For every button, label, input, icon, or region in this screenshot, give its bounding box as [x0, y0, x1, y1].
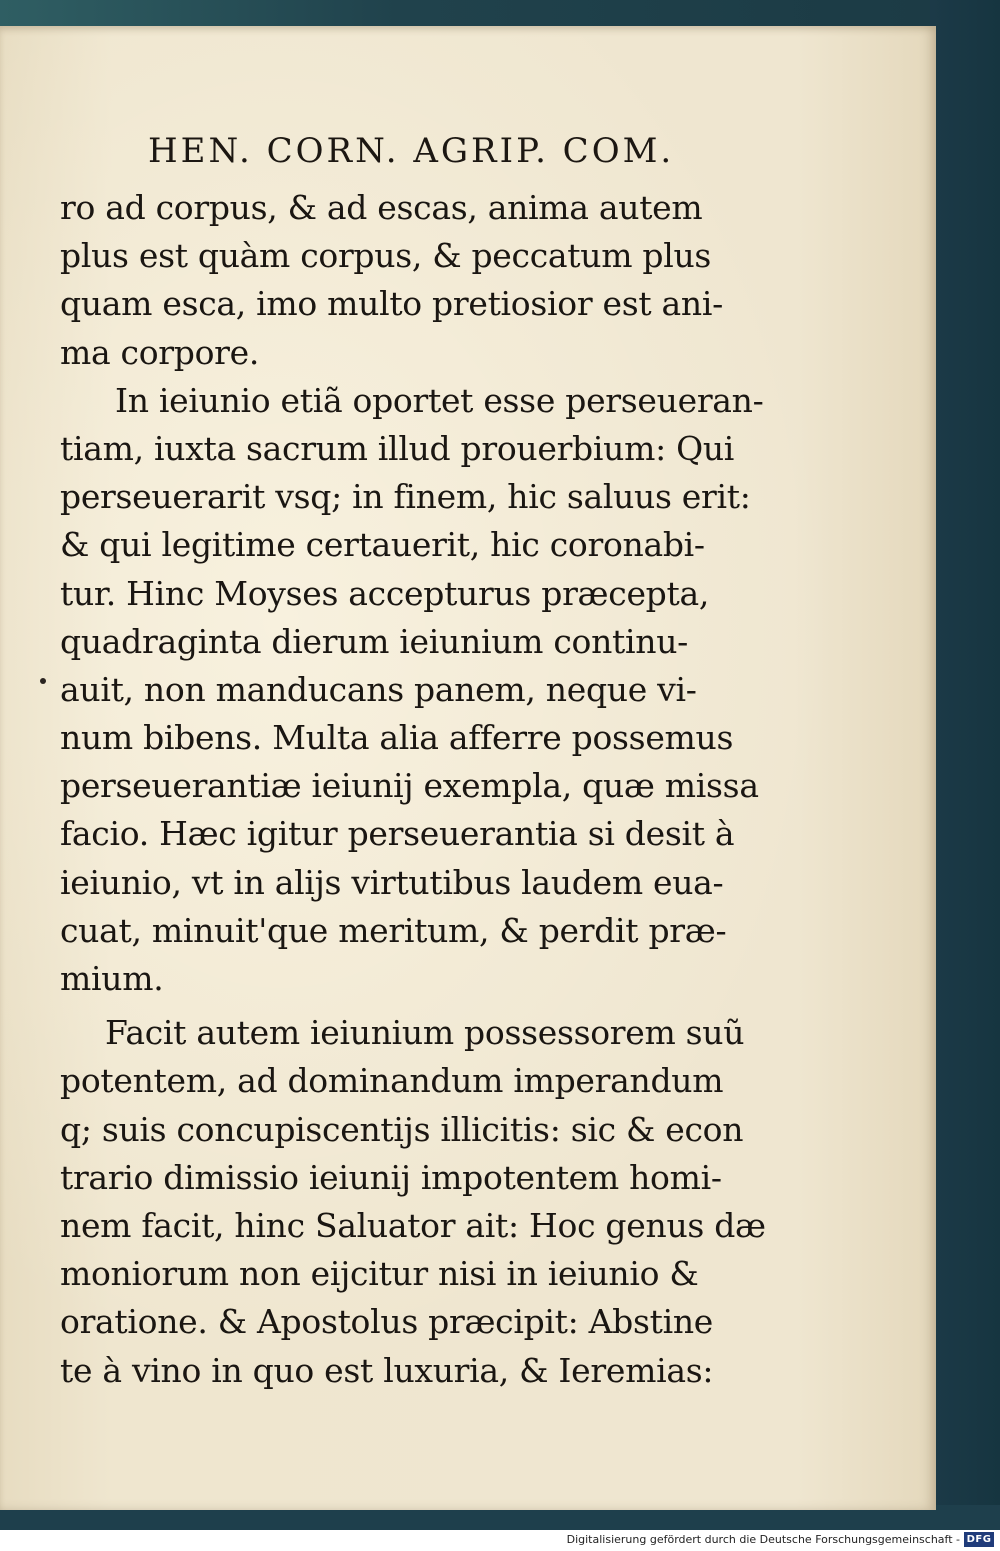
text-line: moniorum non eijcitur nisi in ieiunio & — [60, 1254, 699, 1294]
text-line: ro ad corpus, & ad escas, anima autem — [60, 188, 703, 227]
text-line: num bibens. Multa alia afferre possemus — [60, 718, 734, 758]
text-line: oratione. & Apostolus præcipit: Abstine — [60, 1302, 714, 1342]
text-line: quadraginta dierum ieiunium continu- — [60, 621, 689, 661]
text-line: tur. Hinc Moyses accepturus præcepta, — [60, 573, 710, 613]
text-line: ieiunio, vt in alijs virtutibus laudem eua- — [60, 862, 724, 902]
text-line: In ieiunio etiã oportet esse perseueran- — [115, 380, 764, 420]
page-body — [60, 184, 780, 1395]
scan-right-edge — [930, 0, 1000, 1530]
text-line: plus est quàm corpus, & peccatum plus — [60, 236, 712, 276]
text-line: perseuerarit vsq; in finem, hic saluus erit: — [60, 477, 751, 517]
margin-mark — [40, 678, 46, 684]
text-line: ma corpore. — [60, 332, 260, 372]
footer-bar — [0, 1530, 1000, 1551]
text-line: & qui legitime certauerit, hic coronabi- — [60, 525, 705, 565]
text-line: auit, non manducans panem, neque vi- — [60, 669, 697, 709]
text-line: potentem, ad dominandum imperandum — [60, 1061, 724, 1101]
text-line: q; suis concupiscentijs illicitis: sic & econ — [60, 1109, 744, 1149]
text-line: te à vino in quo est luxuria, & Ieremias: — [60, 1350, 714, 1390]
text-line: Facit autem ieiunium possessorem suũ — [105, 1013, 745, 1053]
text-line: quam esca, imo multo pretiosior est ani- — [60, 284, 723, 324]
dfg-logo-icon: DFG — [964, 1532, 994, 1547]
text-line: trario dimissio ieiunij impotentem homi- — [60, 1157, 722, 1197]
text-line: facio. Hæc igitur perseuerantia si desit à — [60, 814, 735, 854]
running-header: HEN. CORN. AGRIP. COM. — [148, 131, 675, 171]
text-line: cuat, minuit'que meritum, & perdit præ- — [60, 910, 727, 950]
text-line: mium. — [60, 959, 164, 998]
text-line: nem facit, hinc Saluator ait: Hoc genus dæ — [60, 1205, 766, 1245]
book-page — [0, 26, 936, 1510]
text-line: perseuerantiæ ieiunij exempla, quæ missa — [60, 766, 759, 806]
funding-notice: Digitalisierung gefördert durch die Deutsche Forschungsgemeinschaft - — [566, 1533, 960, 1546]
text-line: tiam, iuxta sacrum illud prouerbium: Qui — [60, 428, 735, 468]
